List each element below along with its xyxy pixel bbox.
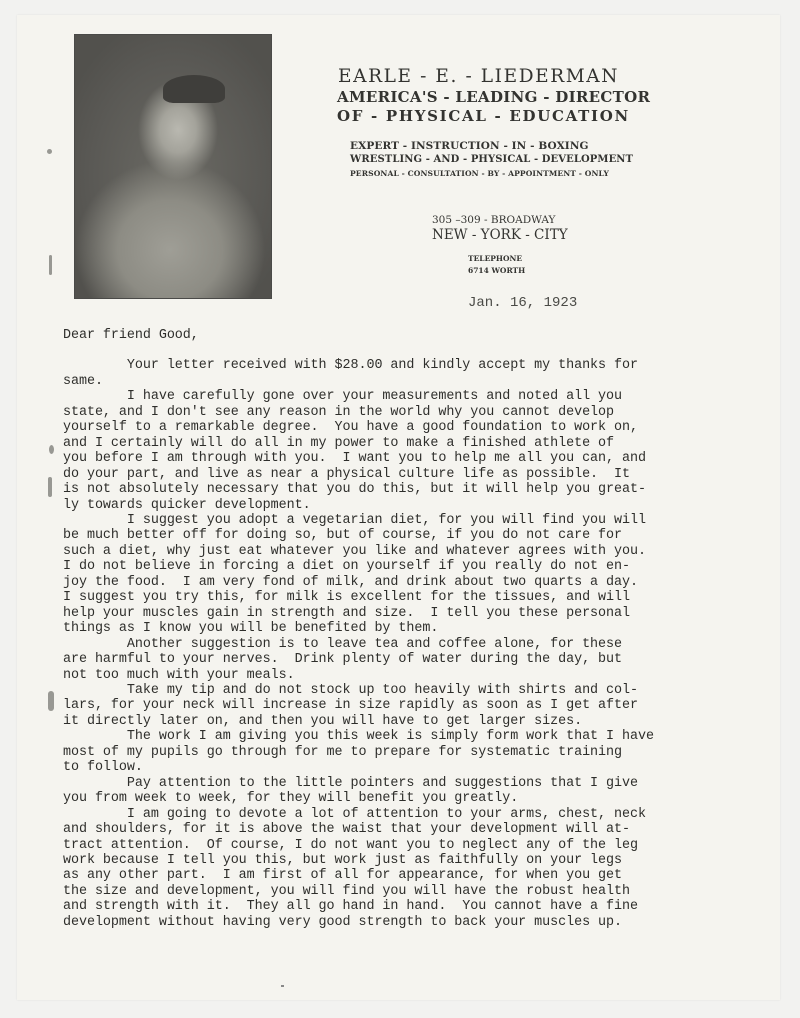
body-line: Pay attention to the little pointers and suggestions that I give [63,775,638,791]
body-line: joy the food. I am very fond of milk, and drink about two quarts a day. [63,574,638,590]
body-line: lars, for your neck will increase in size rapidly as soon as I get after [63,698,638,714]
body-line: Take my tip and do not stock up too heavily with shirts and col- [63,682,638,698]
address-street: 305 –309 - BROADWAY [432,214,556,226]
body-line: work because I tell you this, but work just as faithfully on your legs [63,852,622,868]
portrait-hair-shape [163,75,225,103]
body-line: I have carefully gone over your measurements and noted all you [63,389,622,405]
letterhead-services-1: EXPERT - INSTRUCTION - IN - BOXING [350,140,589,152]
body-line: yourself to a remarkable degree. You have a good foundation to work on, [63,420,638,436]
body-line: ly towards quicker development. [63,497,311,513]
body-line: the size and development, you will find you will have the robust health [63,883,630,899]
body-line: are harmful to your nerves. Drink plenty of water during the day, but [63,652,622,668]
ink-smudge [49,255,52,275]
body-line: Your letter received with $28.00 and kindly accept my thanks for [63,358,638,374]
letter-date: Jan. 16, 1923 [468,295,578,311]
letterhead-address [432,213,568,243]
letterhead-services-2: WRESTLING - AND - PHYSICAL - DEVELOPMENT [350,154,634,165]
body-line: such a diet, why just eat whatever you like and whatever agrees with you. [63,543,646,559]
body-line: The work I am giving you this week is simply form work that I have [63,729,654,745]
ink-smudge [49,445,54,454]
body-line: do your part, and live as near a physical culture life as possible. It [63,466,630,482]
body-line: state, and I don't see any reason in the world why you cannot develop [63,404,615,420]
body-line: help your muscles gain in strength and size. I tell you these personal [63,605,630,621]
body-line: not too much with your meals. [63,667,295,683]
body-line: to follow. [63,760,143,776]
body-line: you from week to week, for they will benefit you greatly. [63,791,519,807]
letterhead-title-line-2: OF - PHYSICAL - EDUCATION [337,107,630,125]
body-line: and strength with it. They all go hand in hand. You cannot have a fine [63,899,638,915]
body-line: you before I am through with you. I want you to help me all you can, and [63,451,646,467]
portrait-photo [74,34,272,299]
letterhead-title-line-1: AMERICA'S - LEADING - DIRECTOR [337,88,651,106]
body-line: most of my pupils go through for me to prepare for systematic training [63,744,622,760]
body-line: it directly later on, and then you will have to get larger sizes. [63,713,583,729]
letterhead [336,66,666,180]
body-line: I suggest you try this, for milk is excellent for the tissues, and will [63,590,630,606]
body-line: Another suggestion is to leave tea and coffee alone, for these [63,636,622,652]
letterhead-telephone [468,253,525,277]
ink-smudge [47,149,52,154]
ink-smudge [48,691,54,711]
body-line: and I certainly will do all in my power to make a finished athlete of [63,435,615,451]
body-line: I do not believe in forcing a diet on yourself if you really do not en- [63,559,630,575]
address-city: NEW - YORK - CITY [432,227,568,243]
letterhead-name: EARLE - E. - LIEDERMAN [338,66,620,87]
body-line: same. [63,373,103,389]
page-mark [281,985,284,987]
body-line: and shoulders, for it is above the waist that your development will at- [63,822,630,838]
body-line: development without having very good strength to back your muscles up. [63,914,622,930]
letterhead-services-3: PERSONAL - CONSULTATION - BY - APPOINTMENT - ONLY [350,169,610,178]
body-line: things as I know you will be benefited by them. [63,621,439,637]
body-line: is not absolutely necessary that you do this, but it will help you great- [63,482,646,498]
telephone-number: 6714 WORTH [468,266,526,275]
body-line: tract attention. Of course, I do not want you to neglect any of the leg [63,837,638,853]
telephone-label: TELEPHONE [468,254,523,263]
letter-body [63,328,778,930]
salutation: Dear friend Good, [63,328,199,343]
ink-smudge [48,477,52,497]
body-line: as any other part. I am first of all for appearance, for when you get [63,868,622,884]
body-line: I am going to devote a lot of attention to your arms, chest, neck [63,806,646,822]
body-line: be much better off for doing so, but of course, if you do not care for [63,528,622,544]
body-line: I suggest you adopt a vegetarian diet, for you will find you will [63,512,646,528]
